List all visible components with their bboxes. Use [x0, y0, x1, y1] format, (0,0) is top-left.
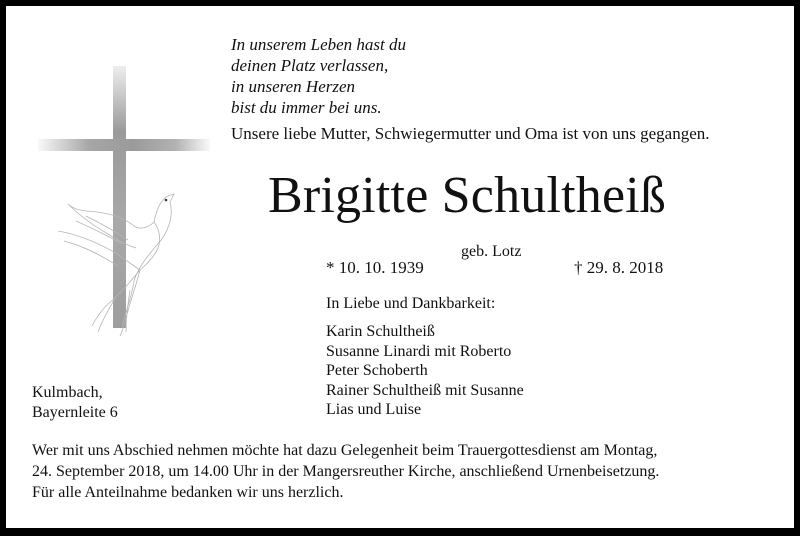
family-address — [32, 383, 118, 422]
service-line: Wer mit uns Abschied nehmen möchte hat dazu Gelegenheit beim Trauergottesdienst am Montag, — [32, 442, 658, 459]
cross-with-dove-emblem — [26, 56, 216, 336]
mourner-item: Rainer Schultheiß mit Susanne — [326, 381, 524, 399]
service-line: Für alle Anteilnahme bedanken wir uns herzlich. — [32, 484, 344, 501]
mourner-item: Karin Schultheiß — [326, 323, 435, 340]
memorial-poem — [231, 34, 406, 118]
announcement-intro: Unsere liebe Mutter, Schwiegermutter und Oma ist von uns gegangen. — [231, 124, 710, 143]
poem-line: In unserem Leben hast du — [231, 35, 407, 54]
address-line: Bayernleite 6 — [32, 403, 118, 421]
dove-icon — [56, 186, 186, 336]
birth-date: * 10. 10. 1939 — [326, 258, 424, 277]
service-information — [32, 440, 659, 503]
deceased-name: Brigitte Schultheiß — [268, 167, 667, 224]
service-line: 24. September 2018, um 14.00 Uhr in der Mangersreuther Kirche, anschließend Urnenbeisetzung. — [32, 463, 660, 480]
cross-icon-crossbar — [38, 139, 210, 151]
mourners-list — [326, 322, 524, 420]
mourner-item: Peter Schoberth — [326, 362, 428, 379]
address-line: Kulmbach, — [32, 384, 103, 401]
poem-line: deinen Platz verlassen, — [231, 56, 389, 75]
obituary-card — [6, 6, 794, 528]
maiden-name: geb. Lotz — [461, 243, 522, 260]
thanks-heading: In Liebe und Dankbarkeit: — [326, 295, 496, 312]
mourner-item: Lias und Luise — [326, 401, 422, 418]
death-date: † 29. 8. 2018 — [574, 258, 664, 277]
poem-line: in unseren Herzen — [231, 77, 356, 96]
mourner-item: Susanne Linardi mit Roberto — [326, 342, 512, 360]
poem-line: bist du immer bei uns. — [231, 98, 382, 117]
